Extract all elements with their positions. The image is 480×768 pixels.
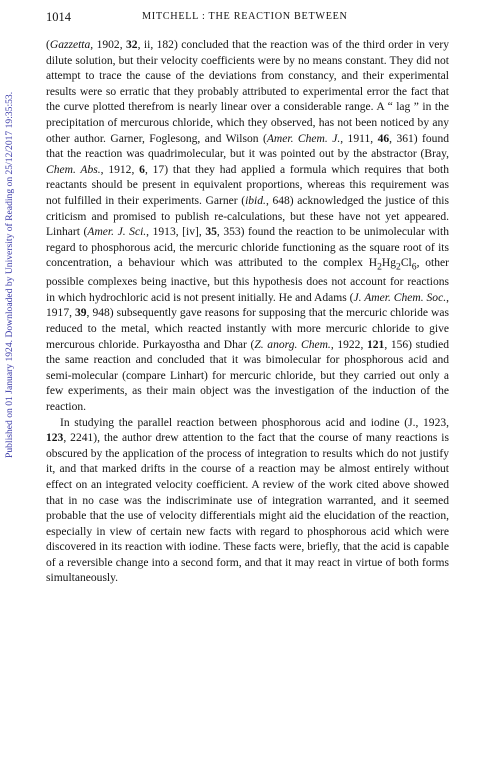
journal-citation: Amer. J. Sci. (87, 226, 147, 239)
volume-number: 46 (377, 132, 390, 145)
text-run: , 156) studied the same reaction and concluded that it was bimolecular for phosphorous acid and semi-molecular (compare Linhart) for mercuric chloride, but they carried out only a few experiments, as their main object was the investigation of the induction of the reaction. (46, 338, 450, 413)
text-run: ( (46, 39, 50, 51)
text-run: Cl (400, 257, 412, 270)
text-run: , 1917, (46, 291, 449, 320)
page-header (46, 10, 446, 28)
text-run: Hg (381, 257, 397, 270)
volume-number: 32 (126, 39, 138, 51)
text-run: , 948) subsequently gave reasons for supposing that the mercuric chloride was reduced to the metal, which reacted instantly with more mercuric chloride to give mercurous chloride. Purkayostha and Dhar ( (46, 307, 449, 351)
running-head: MITCHELL : THE REACTION BETWEEN (142, 11, 348, 22)
text-run: , 1911, (340, 132, 378, 145)
journal-citation: Gazzetta (49, 39, 91, 51)
journal-citation: J. Amer. Chem. Soc. (353, 291, 447, 304)
journal-citation: Z. anorg. Chem. (254, 338, 331, 351)
volume-number: 35 (205, 226, 217, 239)
article-body (46, 38, 449, 587)
subscript: 6 (411, 261, 417, 273)
text-run: , 1902, (90, 39, 127, 51)
text-run: , 648) acknowledged the justice of this criticism and promised to publish re-calculations, but these have not yet appeared. Linhart ( (46, 194, 449, 239)
download-notice: Published on 01 January 1924. Downloaded by University of Reading on 25/12/2017 19:35:53. (4, 91, 15, 459)
volume-number: 123 (46, 432, 64, 445)
volume-number: 39 (75, 307, 87, 320)
text-run: , ii, 182) concluded that the reaction was of the third order in very dilute solution, but their velocity coefficients were by no means constant. They did not attempt to trace the cause of the deviations from constancy, and their experimental results were so erratic that they probably attributed to experimental error the fact that the curve plotted therefrom is nearly linear over a considerable range. A “ lag ” in the precipitation of mercurous chloride, which they observed, has not been noticed by any other author. Garner, Foglesong, and Wilson ( (46, 39, 450, 145)
subscript: 2 (377, 261, 382, 273)
text-run: , 1912, (100, 163, 140, 176)
subscript: 2 (396, 261, 401, 273)
paragraph-2 (46, 416, 449, 588)
paragraph-1 (46, 38, 449, 416)
text-run: , 17) that they had applied a formula which requires that both reactants should be present in equivalent proportions, whereas this requirement was not fulfilled in their experiments. Garner ( (46, 163, 450, 207)
text-run: , 2241), the author drew attention to the fact that the course of many reactions is obscured by the application of the process of integration to results which do not justify it, and that marked drifts in the course of a reaction may be almost entirely without effect on an integrated velocity coefficient. A review of the work cited above showed that in no case was the indiscriminate use of integration warranted, and it seemed probable that the use of velocity differentials might aid the elucidation of the reaction, especially in view of certain new facts with regard to phosphorous acid which were discovered in its reaction with iodine. These facts were, briefly, that the acid is capable of a reversible change into a second form, and that it may react in virtue of both forms simultaneously. (46, 432, 449, 585)
text-run: , 1922, (330, 338, 367, 351)
text-run: , 1913, [iv], (146, 226, 206, 239)
text-run: , 361) found that the reaction was quadrimolecular, but it was pointed out by the abstractor (Bray, (46, 132, 449, 161)
text-run: In studying the parallel reaction between phosphorous acid and iodine (J., 1923, (60, 416, 449, 429)
journal-citation: Chem. Abs. (46, 163, 101, 176)
volume-number: 6 (139, 163, 145, 176)
journal-citation: Amer. Chem. J. (266, 132, 341, 145)
page-number: 1014 (46, 10, 71, 24)
text-run: , other possible complexes being inactive, but this hypothesis does not account for reactions in which hydrochloric acid is not present initially. He and Adams ( (46, 257, 450, 304)
journal-citation: ibid. (245, 194, 266, 207)
volume-number: 121 (366, 338, 385, 351)
text-run: , 353) found the reaction to be unimolecular with regard to phosphorous acid, the mercuric chloride functioning as the square root of its concentration, a behaviour which was attributed to the complex H (46, 226, 450, 270)
